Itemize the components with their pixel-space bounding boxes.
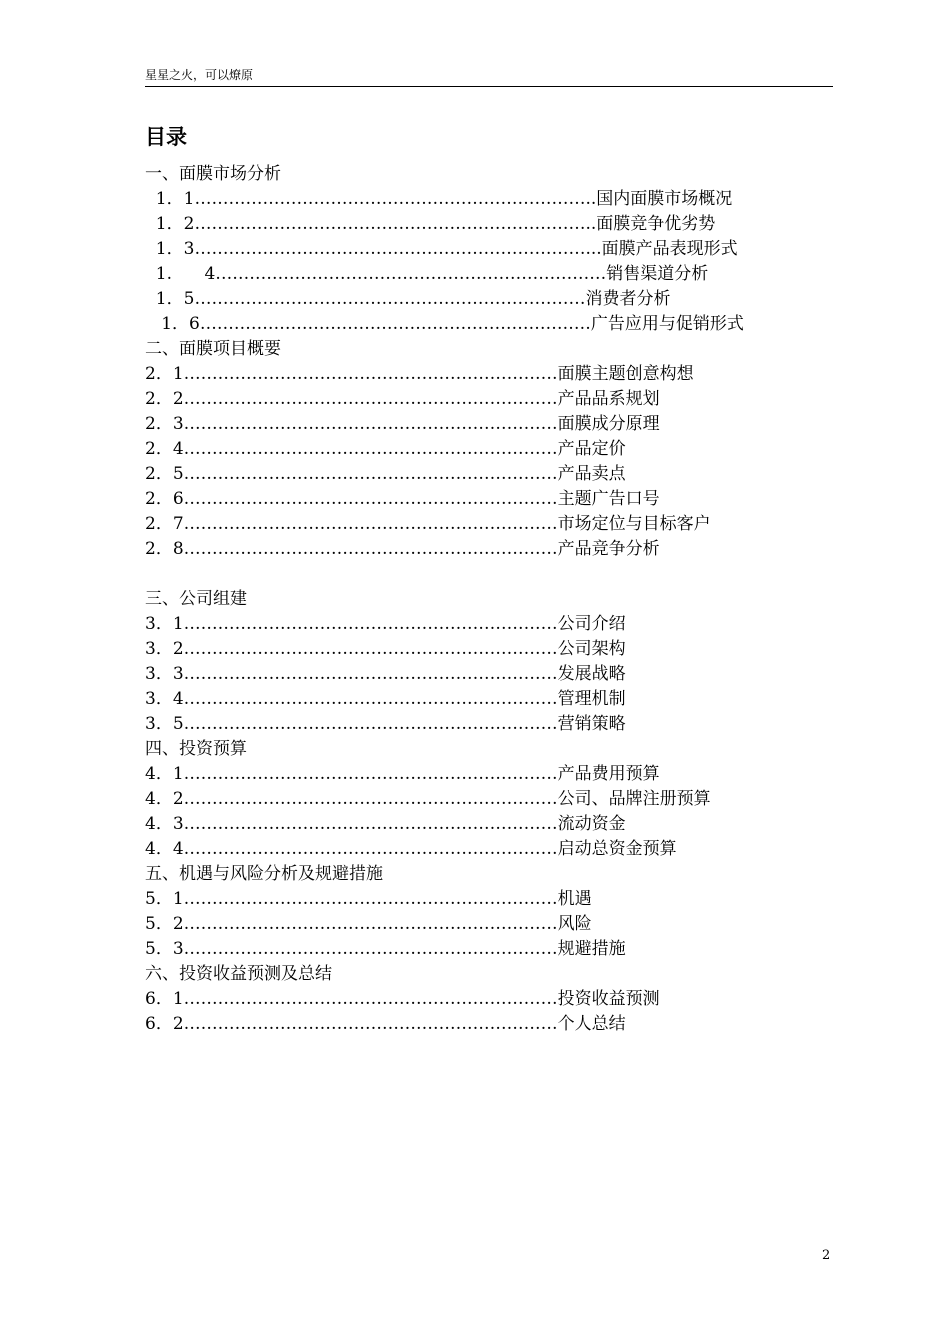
page-number: 2 [822, 1248, 831, 1263]
toc-entry[interactable]: 1．6……………………………………………………………广告应用与促销形式 [145, 314, 744, 334]
toc-entry[interactable]: 3．4…………………………………………………………管理机制 [145, 689, 626, 709]
page-header [145, 66, 833, 87]
toc-section-heading[interactable]: 三、公司组建 [145, 589, 247, 609]
toc-entry[interactable]: 2．8…………………………………………………………产品竞争分析 [145, 539, 660, 559]
toc-entry[interactable]: 1．3……………………………………………………………...面膜产品表现形式 [145, 239, 738, 259]
toc-entry[interactable]: 2．4…………………………………………………………产品定价 [145, 439, 626, 459]
toc-entry[interactable]: 5．1…………………………………………………………机遇 [145, 889, 592, 909]
toc-entry[interactable]: 3．2…………………………………………………………公司架构 [145, 639, 626, 659]
toc-entry[interactable]: 4．1…………………………………………………………产品费用预算 [145, 764, 660, 784]
toc-entry[interactable]: 3．1…………………………………………………………公司介绍 [145, 614, 626, 634]
toc-entry[interactable]: 1. 4……………………………………………………………销售渠道分析 [145, 264, 709, 284]
toc-entry[interactable]: 2．3…………………………………………………………面膜成分原理 [145, 414, 660, 434]
toc-entry[interactable]: 2．2…………………………………………………………产品品系规划 [145, 389, 660, 409]
toc-entry[interactable]: 2．1…………………………………………………………面膜主题创意构想 [145, 364, 694, 384]
toc-entry[interactable]: 4．2…………………………………………………………公司、品牌注册预算 [145, 789, 711, 809]
toc-entry[interactable]: 2．5…………………………………………………………产品卖点 [145, 464, 626, 484]
toc-title: 目录 [145, 125, 187, 149]
toc-section-heading[interactable]: 一、面膜市场分析 [145, 164, 281, 184]
toc-entry[interactable]: 3．5…………………………………………………………营销策略 [145, 714, 626, 734]
toc-section-heading[interactable]: 五、机遇与风险分析及规避措施 [145, 864, 383, 884]
header-text: 星星之火，可以燎原 [145, 68, 254, 82]
toc-entry[interactable]: 2．7…………………………………………………………市场定位与目标客户 [145, 514, 711, 534]
toc-entry[interactable]: 6．1…………………………………………………………投资收益预测 [145, 989, 660, 1009]
toc-entry[interactable]: 1．1……………………………………………………………..国内面膜市场概况 [145, 189, 733, 209]
toc-entry[interactable]: 5．3…………………………………………………………规避措施 [145, 939, 626, 959]
toc-entry[interactable]: 1．2……………………………………………………………..面膜竞争优劣势 [145, 214, 716, 234]
toc-entry[interactable]: 4．4…………………………………………………………启动总资金预算 [145, 839, 677, 859]
toc-section-heading[interactable]: 六、投资收益预测及总结 [145, 964, 332, 984]
toc-section-heading[interactable]: 二、面膜项目概要 [145, 339, 281, 359]
toc-entry[interactable]: 3．3…………………………………………………………发展战略 [145, 664, 626, 684]
toc-entry[interactable]: 6．2…………………………………………………………个人总结 [145, 1014, 626, 1034]
toc-entry[interactable]: 1．5……………………………………………………………消费者分析 [145, 289, 671, 309]
toc-entry[interactable]: 5．2…………………………………………………………风险 [145, 914, 592, 934]
toc-entry[interactable]: 4．3…………………………………………………………流动资金 [145, 814, 626, 834]
toc-section-heading[interactable]: 四、投资预算 [145, 739, 247, 759]
toc-entry[interactable]: 2．6…………………………………………………………主题广告口号 [145, 489, 660, 509]
